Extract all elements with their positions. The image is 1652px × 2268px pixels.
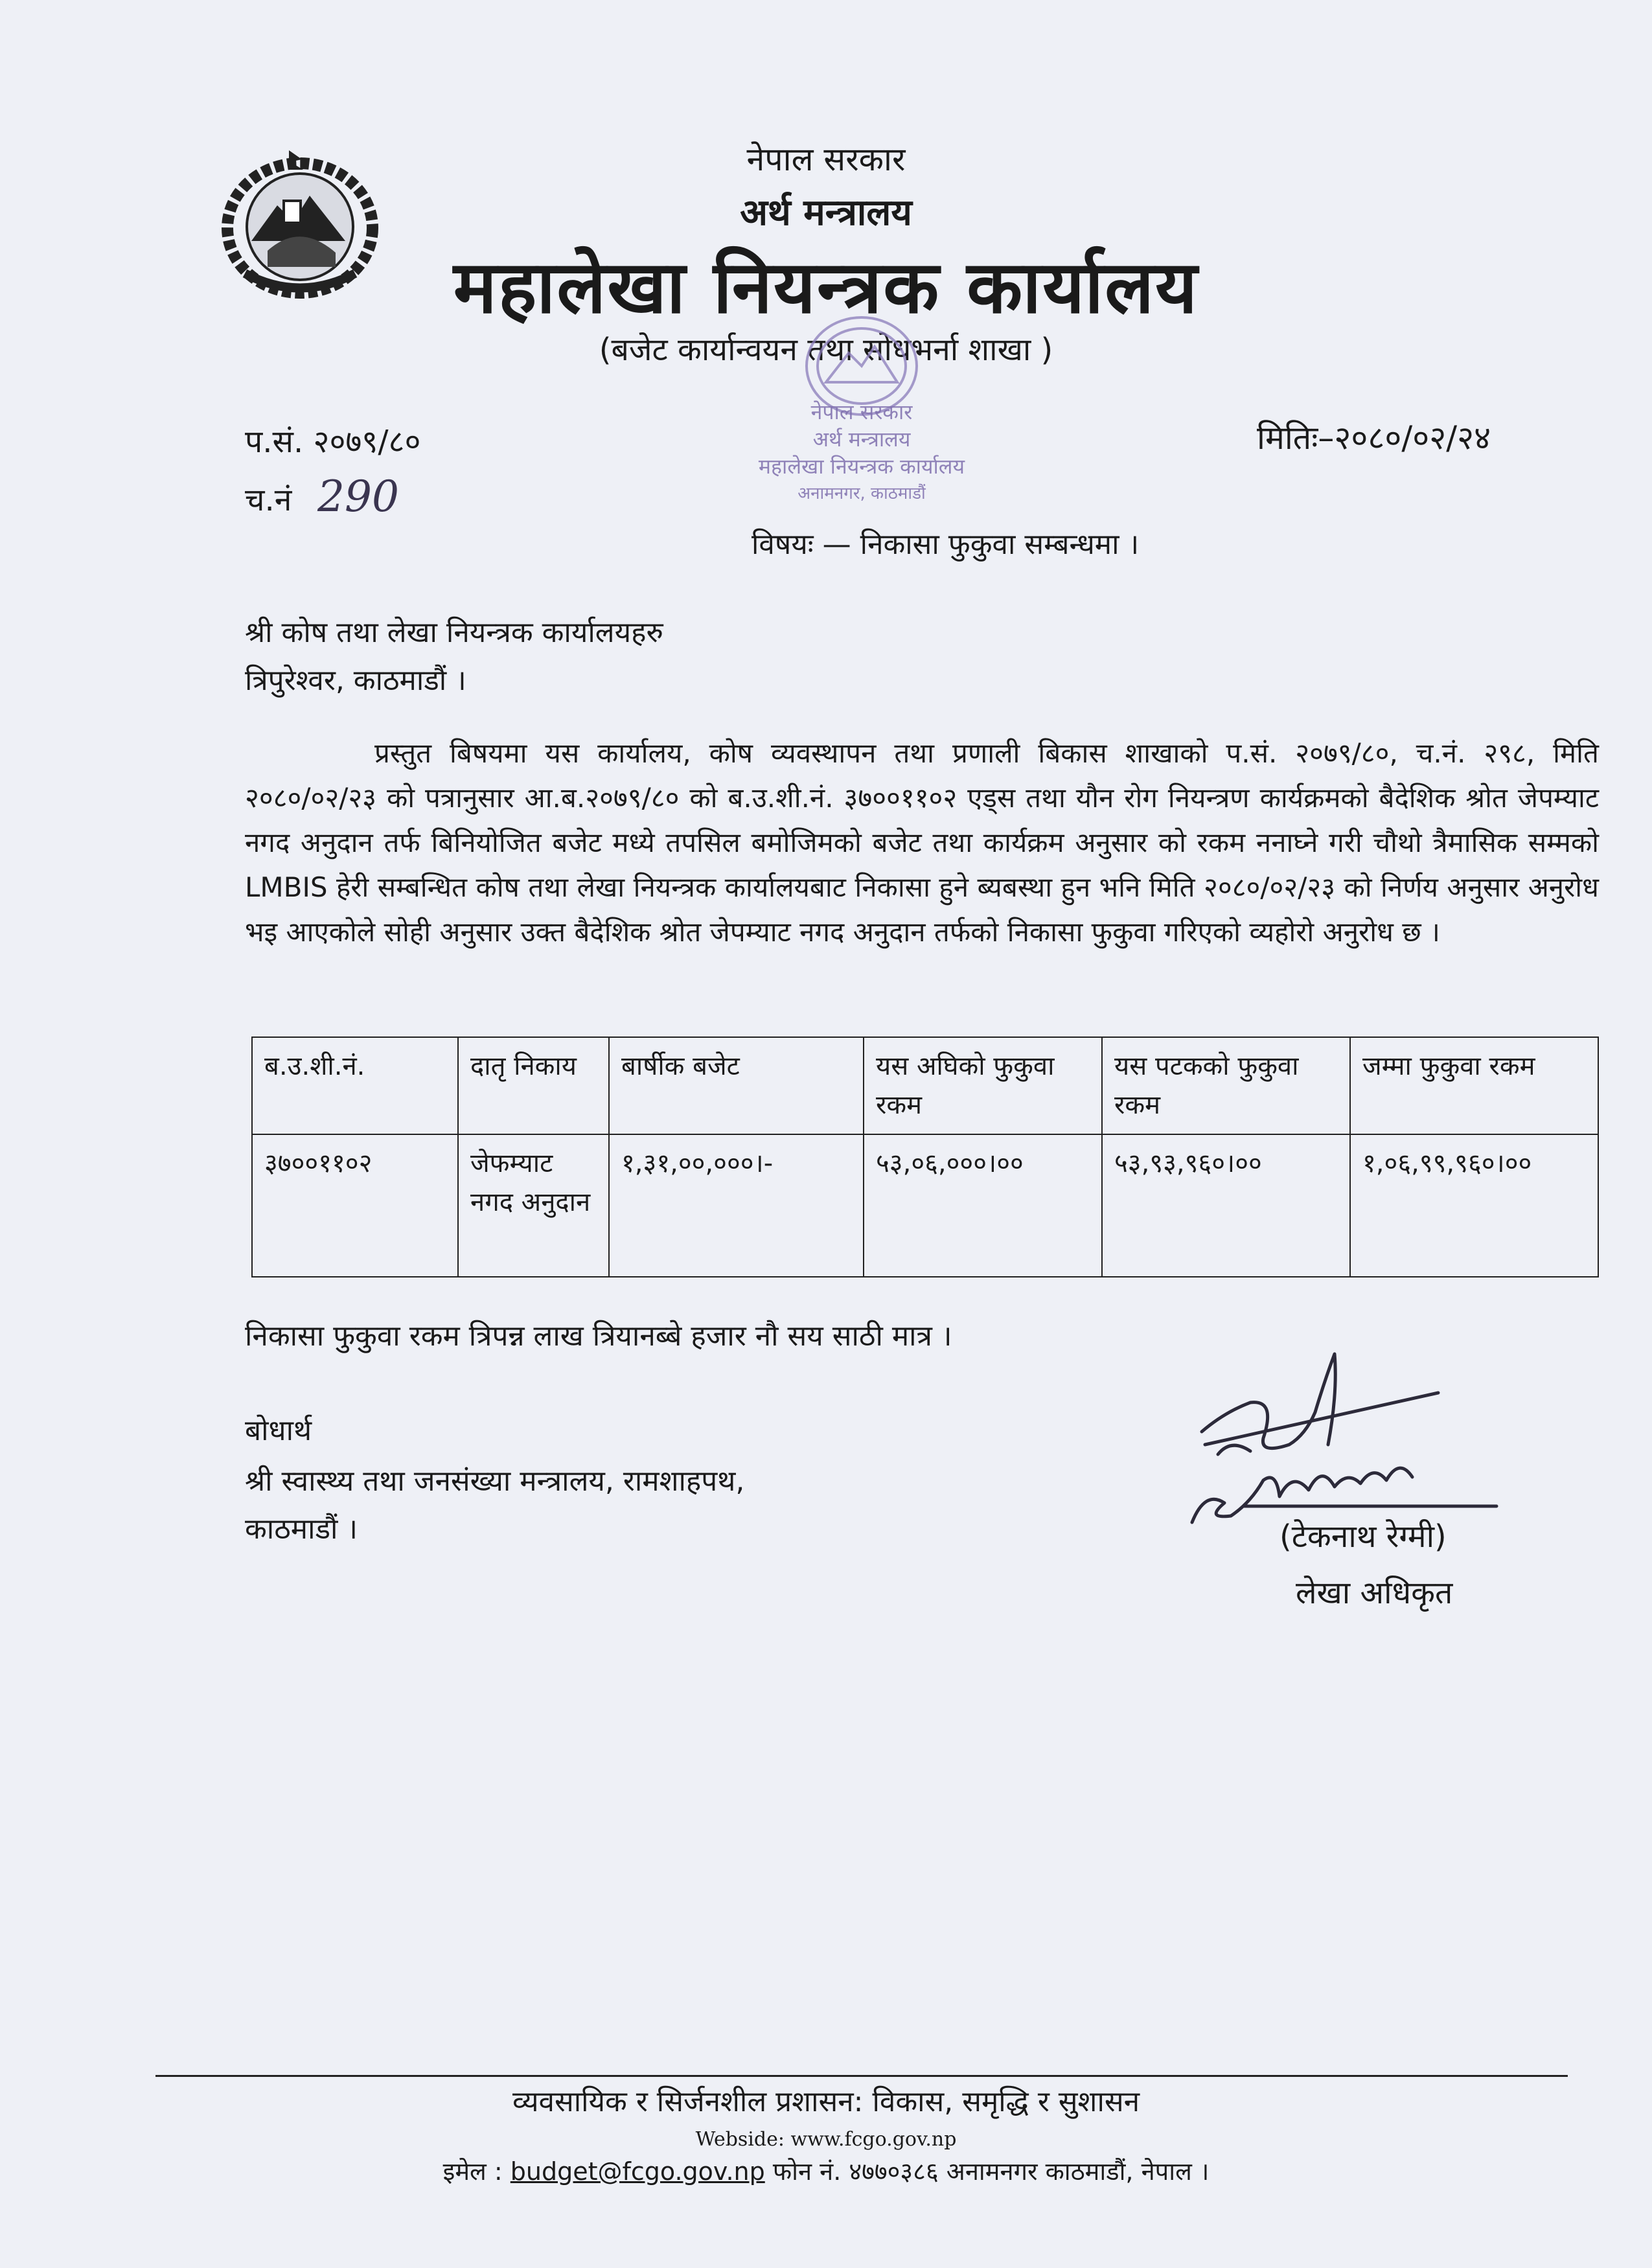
cell-previous-release: ५३,०६,०००।००	[864, 1134, 1102, 1277]
footer-slogan: व्यवसायिक र सिर्जनशील प्रशासन: विकास, समृद्धि र सुशासन	[512, 2085, 1140, 2118]
phone-address: फोन नं. ४७७०३८६ अनामनगर काठमाडौं, नेपाल ।	[764, 2157, 1210, 2186]
header-budget-code: ब.उ.शी.नं.	[252, 1037, 458, 1134]
cell-total-release: १,०६,९९,९६०।००	[1350, 1134, 1598, 1277]
stamp-line-1: नेपाल सरकार	[810, 400, 913, 424]
body-paragraph: प्रस्तुत बिषयमा यस कार्यालय, कोष व्यवस्थापन तथा प्रणाली बिकास शाखाको प.सं. २०७९/८०, च.नं. २९८, मिति २०८०/०२/२३ को पत्रानुसार आ.ब.२०७९/८० को ब.उ.शी.नं. ३७००११०२ एड्स तथा यौन रोग नियन्त्रण कार्यक्रमको बैदेशिक श्रोत जेपम्याट नगद अनुदान तर्फ बिनियोजित बजेट मध्ये तपसिल बमोजिमको बजेट तथा कार्यक्रम अनुसार को रकम ननाघ्ने गरी चौथो त्रैमासिक सम्मको LMBIS हेरी सम्बन्धित कोष तथा लेखा नियन्त्रक कार्यालयबाट निकासा हुने ब्यबस्था हुन भनि मिति २०८०/०२/२३ को निर्णय अनुसार अनुरोध भइ आएकोले सोही अनुसार उक्त बैदेशिक श्रोत जेपम्याट नगद अनुदान तर्फको निकासा फुकुवा गरिएको व्यहोरो अनुरोध छ ।	[245, 737, 1599, 948]
email-label: इमेल :	[442, 2157, 511, 2186]
addressee-line-1: श्री कोष तथा लेखा नियन्त्रक कार्यालयहरु	[245, 616, 663, 649]
cc-line-2: काठमाडौं ।	[245, 1513, 358, 1546]
stamp-line-4: अनामनगर, काठमाडौं	[797, 484, 926, 503]
reference-number: प.सं. २०७९/८०	[245, 424, 421, 460]
subject-line: विषयः — निकासा फुकुवा सम्बन्धमा ।	[751, 528, 1140, 561]
government-name: नेपाल सरकार	[746, 141, 906, 178]
header-previous-release: यस अघिको फुकुवा रकम	[864, 1037, 1102, 1134]
office-stamp	[732, 292, 991, 525]
cell-donor: जेफम्याट नगद अनुदान	[458, 1134, 609, 1277]
header-total-release: जम्मा फुकुवा रकम	[1350, 1037, 1598, 1134]
footer-contact	[0, 2154, 1652, 2188]
ministry-name: अर्थ मन्त्रालय	[740, 192, 912, 234]
header-current-release: यस पटकको फुकुवा रकम	[1102, 1037, 1350, 1134]
footer-divider	[155, 2075, 1568, 2077]
signatory-name: (टेकनाथ रेग्मी)	[1279, 1518, 1447, 1555]
stamp-line-2: अर्थ मन्त्रालय	[812, 427, 911, 452]
table-row	[252, 1134, 1598, 1277]
cell-budget-code: ३७००११०२	[252, 1134, 458, 1277]
addressee-line-2: त्रिपुरेश्वर, काठमाडौं ।	[245, 664, 466, 697]
footer-website[interactable]: Webside: www.fcgo.gov.np	[695, 2128, 957, 2151]
section-name: (बजेट कार्यान्वयन तथा सोधभर्ना शाखा )	[599, 332, 1053, 368]
cc-line-1: श्री स्वास्थ्य तथा जनसंख्या मन्त्रालय, रामशाहपथ,	[245, 1465, 745, 1498]
release-table	[251, 1037, 1599, 1277]
email-link[interactable]: budget@fcgo.gov.np	[510, 2157, 765, 2186]
cell-current-release: ५३,९३,९६०।००	[1102, 1134, 1350, 1277]
header-annual-budget: बार्षीक बजेट	[609, 1037, 864, 1134]
amount-in-words: निकासा फुकुवा रकम त्रिपन्न लाख त्रियानब्बे हजार नौ सय साठी मात्र ।	[245, 1320, 952, 1353]
header-donor: दातृ निकाय	[458, 1037, 609, 1134]
stamp-line-3: महालेखा नियन्त्रक कार्यालय	[758, 454, 965, 479]
office-name: महालेखा नियन्त्रक कार्यालय	[453, 246, 1199, 330]
cc-label: बोधार्थ	[245, 1414, 312, 1447]
table-header-row	[252, 1037, 1598, 1134]
letter-date: मितिः–२०८०/०२/२४	[1257, 419, 1491, 457]
dispatch-number: 290	[317, 472, 399, 521]
signatory-title: लेखा अधिकृत	[1296, 1575, 1453, 1611]
dispatch-label: च.नं	[245, 482, 292, 518]
cell-annual-budget: १,३१,००,०००।-	[609, 1134, 864, 1277]
